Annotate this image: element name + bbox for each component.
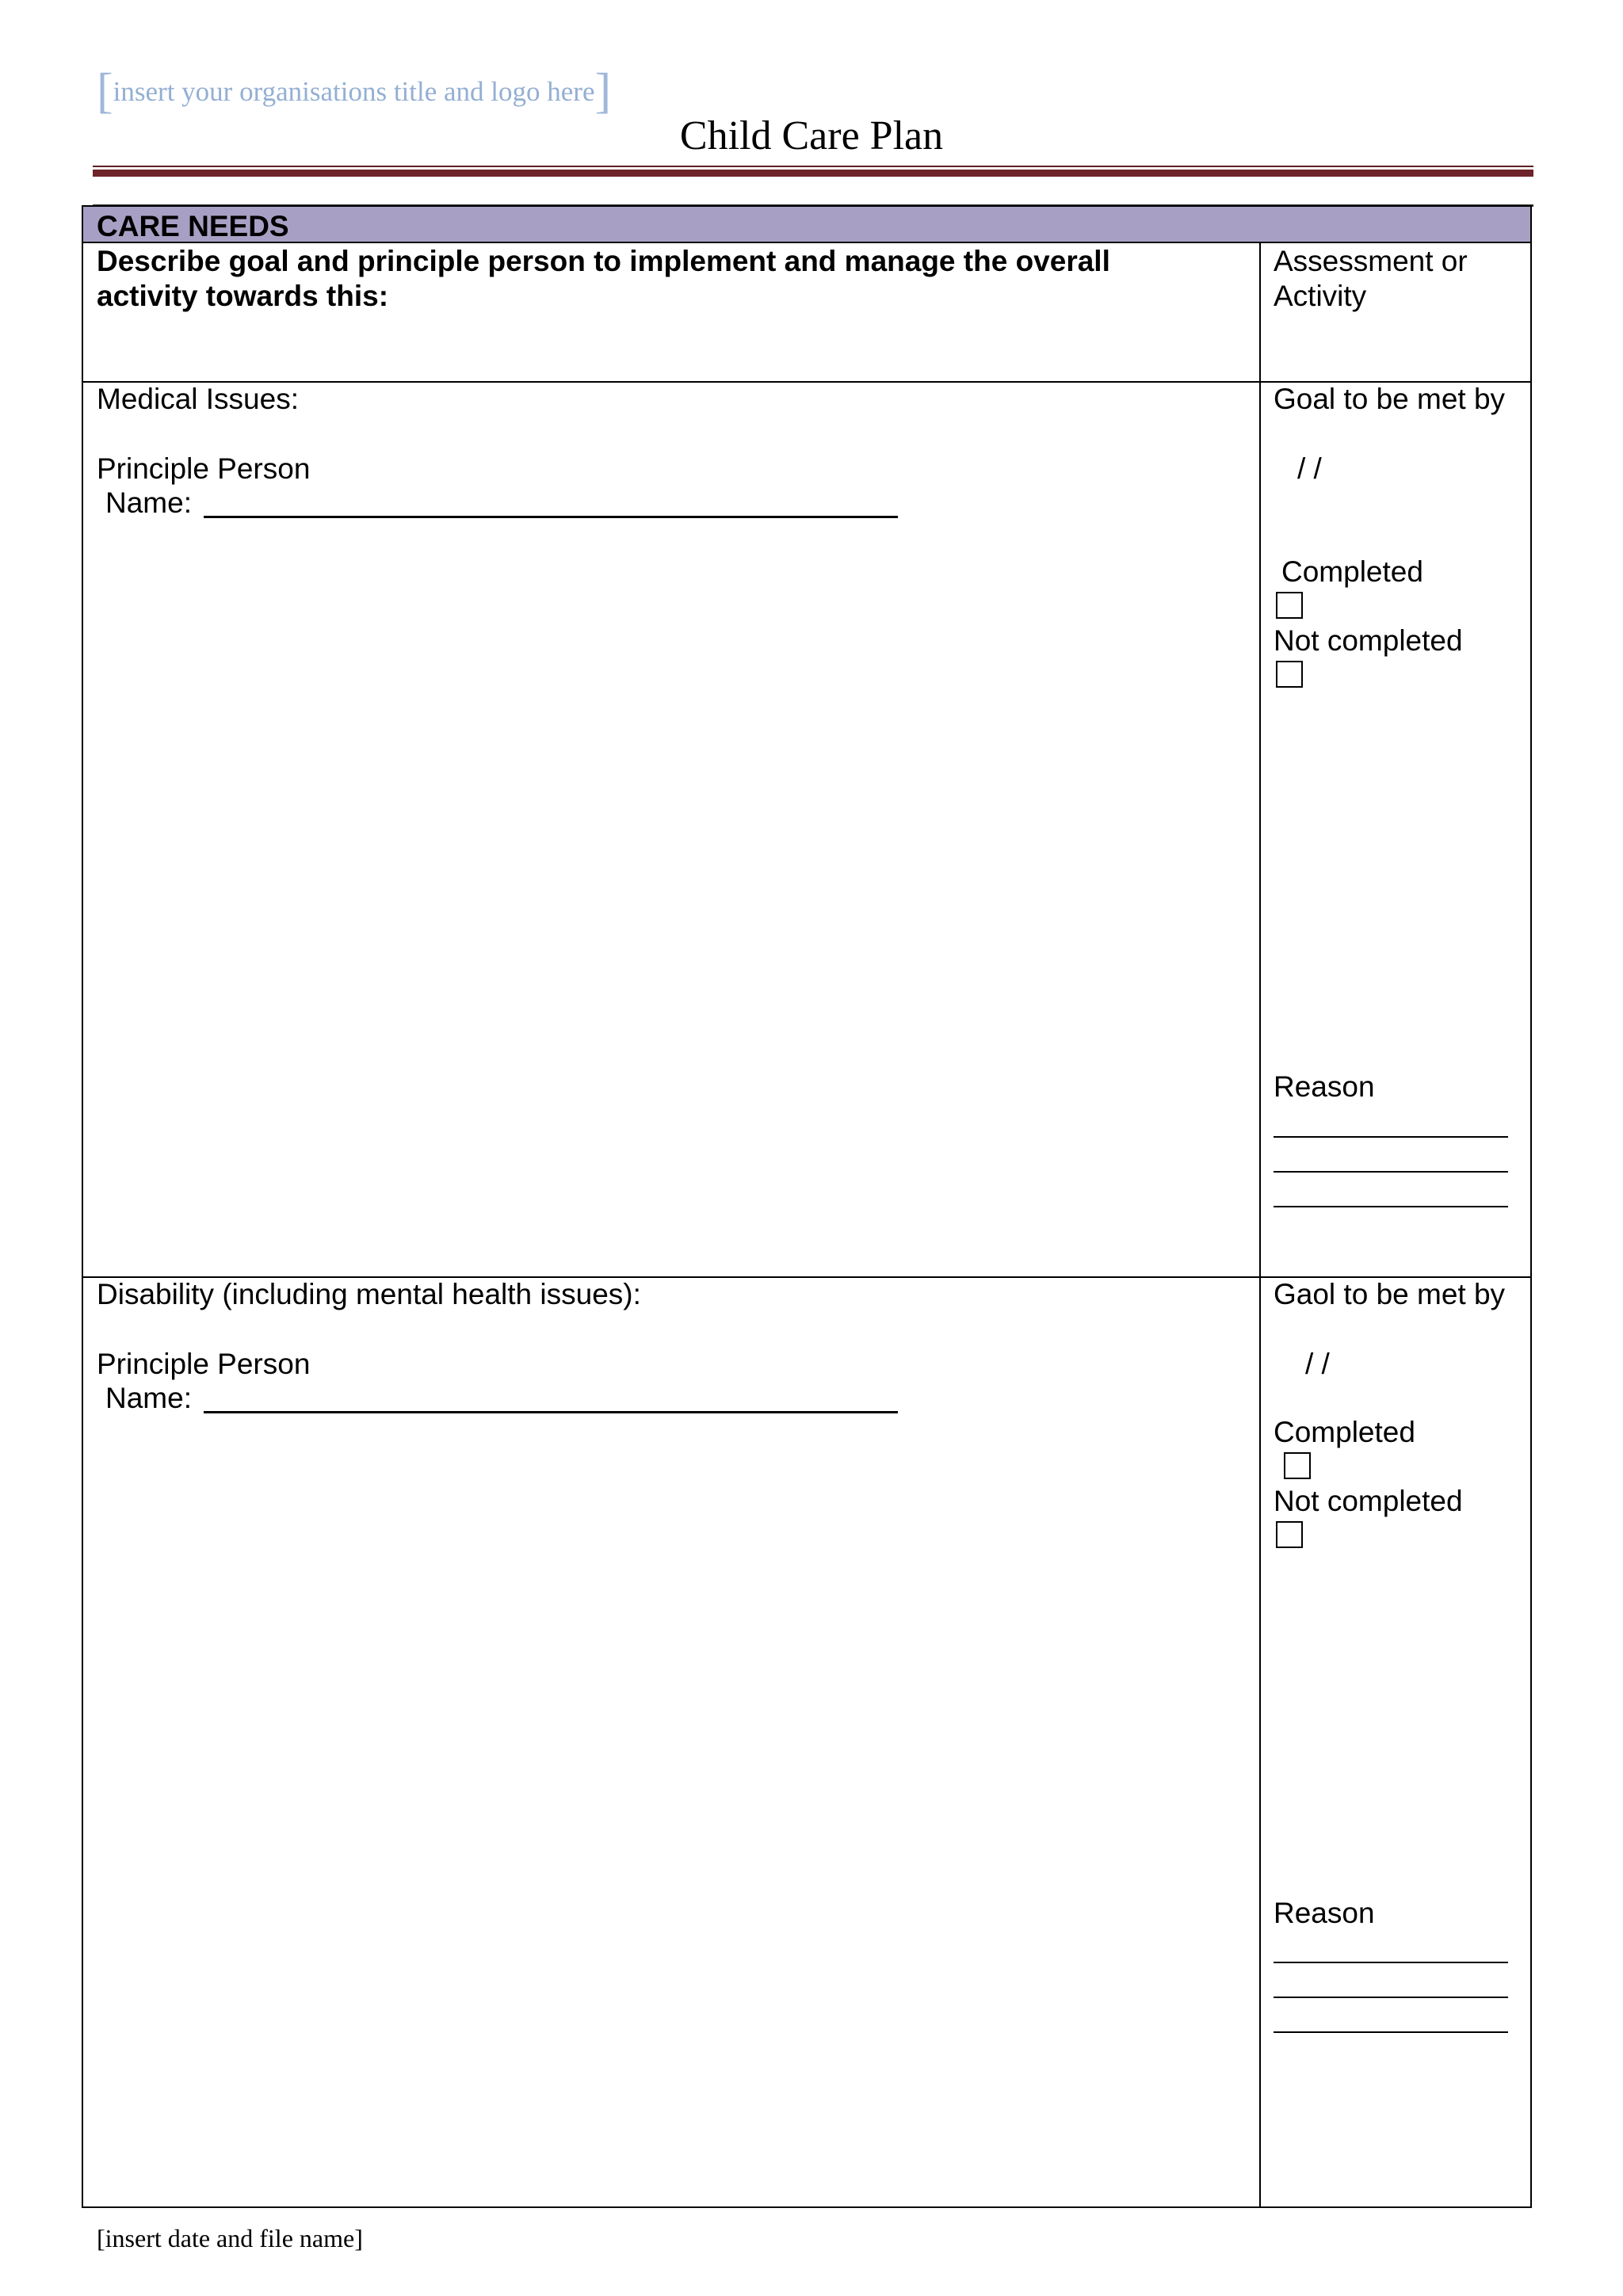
disability-not-completed-label: Not completed — [1274, 1485, 1463, 1517]
footer-placeholder: [insert date and file name] — [97, 2224, 363, 2252]
disability-reason-line-3[interactable] — [1274, 2031, 1508, 2033]
disability-reason-label: Reason — [1274, 1897, 1375, 1929]
medical-reason-line-3[interactable] — [1274, 1206, 1508, 1207]
section-band — [83, 207, 1530, 243]
medical-completed-checkbox[interactable] — [1276, 592, 1303, 619]
disability-goal-date[interactable]: / / — [1305, 1348, 1330, 1380]
medical-goal-date[interactable]: / / — [1297, 452, 1322, 485]
disability-principle-person-label: Principle Person — [97, 1348, 311, 1380]
care-needs-form — [82, 205, 1532, 2208]
medical-reason-line-1[interactable] — [1274, 1136, 1508, 1138]
disability-name-label: Name: — [105, 1382, 192, 1414]
open-bracket: [ — [97, 64, 113, 118]
disability-name-field[interactable] — [204, 1411, 898, 1413]
organisation-placeholder-text: insert your organisations title and logo here — [113, 76, 595, 107]
medical-completed-label: Completed — [1281, 555, 1423, 588]
medical-reason-label: Reason — [1274, 1070, 1375, 1103]
medical-name-label: Name: — [105, 486, 192, 519]
disability-reason-line-2[interactable] — [1274, 1997, 1508, 1998]
medical-goal-label: Goal to be met by — [1274, 383, 1506, 415]
header-rule-thin — [93, 166, 1533, 167]
disability-heading: Disability (including mental health issues): — [97, 1278, 641, 1310]
medical-principle-person-label: Principle Person — [97, 452, 311, 485]
section-title: CARE NEEDS — [97, 210, 289, 242]
organisation-placeholder — [97, 63, 611, 120]
medical-not-completed-label: Not completed — [1274, 624, 1463, 657]
medical-reason-line-2[interactable] — [1274, 1171, 1508, 1173]
assessment-label-line-2: Activity — [1274, 280, 1367, 312]
medical-not-completed-checkbox[interactable] — [1276, 661, 1303, 688]
medical-name-field[interactable] — [204, 516, 898, 518]
document-title: Child Care Plan — [679, 113, 944, 158]
medical-issues-heading: Medical Issues: — [97, 383, 299, 415]
describe-goal-line-2: activity towards this: — [97, 280, 389, 312]
assessment-label-line-1: Assessment or — [1274, 245, 1468, 277]
disability-completed-checkbox[interactable] — [1284, 1452, 1311, 1479]
disability-not-completed-checkbox[interactable] — [1276, 1521, 1303, 1548]
disability-reason-line-1[interactable] — [1274, 1962, 1508, 1963]
header-rule-thick — [93, 170, 1533, 177]
disability-goal-label: Gaol to be met by — [1274, 1278, 1506, 1310]
column-divider — [1259, 243, 1261, 2206]
describe-goal-line-1: Describe goal and principle person to implement and manage the overall — [97, 245, 1110, 277]
close-bracket: ] — [594, 64, 612, 118]
disability-completed-label: Completed — [1274, 1416, 1415, 1448]
